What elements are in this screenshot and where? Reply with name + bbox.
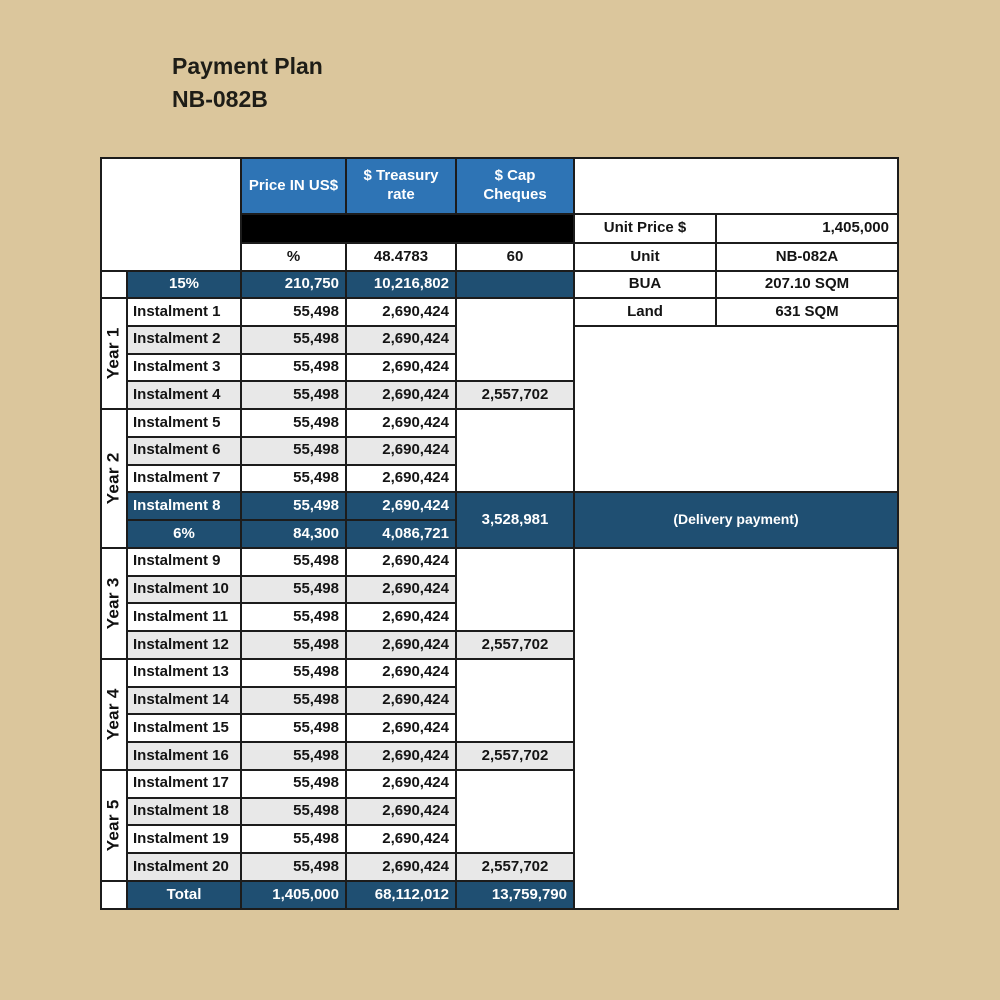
instalment-price-cell: 55,498 <box>242 577 347 605</box>
instalment-treasury-cell: 2,690,424 <box>347 660 457 688</box>
instalment-treasury-cell: 2,690,424 <box>347 688 457 716</box>
total-treasury-cell: 68,112,012 <box>347 882 457 910</box>
instalment-price-cell: 55,498 <box>242 715 347 743</box>
instalment-name-cell: Instalment 9 <box>128 549 242 577</box>
year-label: Year 1 <box>103 327 123 380</box>
instalment-price-cell: 55,498 <box>242 826 347 854</box>
cheque-value-cell: 2,557,702 <box>457 743 575 771</box>
instalment-name-cell: Instalment 10 <box>128 577 242 605</box>
instalment-treasury-cell: 2,690,424 <box>347 604 457 632</box>
instalment-treasury-cell: 2,690,424 <box>347 438 457 466</box>
instalment-name-cell: Instalment 2 <box>128 327 242 355</box>
delivery-cheque-value-cell: 3,528,981 <box>457 493 575 549</box>
title-line-1: Payment Plan <box>172 53 323 79</box>
instalment-name-cell: Instalment 1 <box>128 299 242 327</box>
instalment-treasury-cell: 2,690,424 <box>347 493 457 521</box>
land-value: 631 SQM <box>717 299 899 327</box>
instalment-price-cell: 55,498 <box>242 604 347 632</box>
downpayment-treasury-cell: 10,216,802 <box>347 272 457 299</box>
instalment-price-cell: 55,498 <box>242 743 347 771</box>
instalment-name-cell: Instalment 11 <box>128 604 242 632</box>
year-label-cell <box>102 299 128 410</box>
instalment-name-cell: Instalment 16 <box>128 743 242 771</box>
instalment-name-cell: Instalment 18 <box>128 799 242 827</box>
land-label: Land <box>575 299 717 327</box>
instalment-treasury-cell: 2,690,424 <box>347 382 457 410</box>
instalment-treasury-cell: 2,690,424 <box>347 854 457 882</box>
price-column-header: Price IN US$ <box>242 159 347 215</box>
instalment-name-cell: Instalment 12 <box>128 632 242 660</box>
document-title <box>172 50 323 116</box>
instalment-treasury-cell: 2,690,424 <box>347 771 457 799</box>
cheque-blank-merged-cell <box>457 410 575 493</box>
unit-value: NB-082A <box>717 244 899 272</box>
instalment-treasury-cell: 2,690,424 <box>347 715 457 743</box>
top-right-blank-cell <box>575 159 899 215</box>
downpayment-cheque-blank-cell <box>457 272 575 299</box>
top-left-blank-cell <box>102 159 242 272</box>
total-cheques-cell: 13,759,790 <box>457 882 575 910</box>
year-label-cell <box>102 771 128 882</box>
instalment-price-cell: 55,498 <box>242 438 347 466</box>
percent-subheader-cell: % <box>242 244 347 272</box>
instalment-price-cell: 55,498 <box>242 355 347 383</box>
year-label-cell <box>102 549 128 660</box>
instalment-name-cell: Instalment 15 <box>128 715 242 743</box>
instalment-treasury-cell: 2,690,424 <box>347 577 457 605</box>
midpayment-treasury-cell: 4,086,721 <box>347 521 457 549</box>
cheque-value-cell: 2,557,702 <box>457 854 575 882</box>
instalment-treasury-cell: 2,690,424 <box>347 355 457 383</box>
instalment-name-cell: Instalment 7 <box>128 466 242 494</box>
year-label: Year 2 <box>103 452 123 505</box>
instalment-name-cell: Instalment 20 <box>128 854 242 882</box>
unit-label: Unit <box>575 244 717 272</box>
title-line-2: NB-082B <box>172 86 268 112</box>
cheque-blank-merged-cell <box>457 299 575 382</box>
treasury-rate-cell: 48.4783 <box>347 244 457 272</box>
downpayment-price-cell: 210,750 <box>242 272 347 299</box>
instalment-price-cell: 55,498 <box>242 299 347 327</box>
year-label: Year 3 <box>103 577 123 630</box>
unit-price-label: Unit Price $ <box>575 215 717 244</box>
cheques-count-cell: 60 <box>457 244 575 272</box>
instalment-treasury-cell: 2,690,424 <box>347 799 457 827</box>
instalment-name-cell: Instalment 8 <box>128 493 242 521</box>
instalment-price-cell: 55,498 <box>242 688 347 716</box>
total-corner-cell <box>102 882 128 910</box>
payment-plan-table <box>100 157 899 910</box>
instalment-price-cell: 55,498 <box>242 327 347 355</box>
bua-value: 207.10 SQM <box>717 272 899 299</box>
midpayment-price-cell: 84,300 <box>242 521 347 549</box>
instalment-price-cell: 55,498 <box>242 854 347 882</box>
cheque-value-cell: 2,557,702 <box>457 632 575 660</box>
bua-label: BUA <box>575 272 717 299</box>
right-blank-lower-cell <box>575 549 899 910</box>
instalment-price-cell: 55,498 <box>242 632 347 660</box>
cheque-blank-merged-cell <box>457 549 575 632</box>
year-label: Year 5 <box>103 799 123 852</box>
unit-price-value: 1,405,000 <box>717 215 899 244</box>
midpayment-percent-cell: 6% <box>128 521 242 549</box>
instalment-treasury-cell: 2,690,424 <box>347 327 457 355</box>
instalment-price-cell: 55,498 <box>242 799 347 827</box>
cheque-value-cell: 2,557,702 <box>457 382 575 410</box>
year-label-cell <box>102 410 128 549</box>
instalment-price-cell: 55,498 <box>242 771 347 799</box>
instalment-name-cell: Instalment 19 <box>128 826 242 854</box>
instalment-price-cell: 55,498 <box>242 466 347 494</box>
treasury-column-header: $ Treasury rate <box>347 159 457 215</box>
instalment-treasury-cell: 2,690,424 <box>347 743 457 771</box>
instalment-price-cell: 55,498 <box>242 549 347 577</box>
instalment-name-cell: Instalment 3 <box>128 355 242 383</box>
instalment-name-cell: Instalment 14 <box>128 688 242 716</box>
instalment-price-cell: 55,498 <box>242 382 347 410</box>
instalment-name-cell: Instalment 4 <box>128 382 242 410</box>
instalment-treasury-cell: 2,690,424 <box>347 466 457 494</box>
year-label-cell <box>102 660 128 771</box>
instalment-name-cell: Instalment 5 <box>128 410 242 438</box>
instalment-price-cell: 55,498 <box>242 493 347 521</box>
cheque-blank-merged-cell <box>457 660 575 743</box>
downpayment-corner-cell <box>102 272 128 299</box>
instalment-name-cell: Instalment 13 <box>128 660 242 688</box>
instalment-treasury-cell: 2,690,424 <box>347 299 457 327</box>
cheque-blank-merged-cell <box>457 771 575 854</box>
instalment-treasury-cell: 2,690,424 <box>347 632 457 660</box>
black-band-cell <box>242 215 575 244</box>
instalment-price-cell: 55,498 <box>242 660 347 688</box>
instalment-treasury-cell: 2,690,424 <box>347 826 457 854</box>
cap-cheques-column-header: $ Cap Cheques <box>457 159 575 215</box>
year-label: Year 4 <box>103 688 123 741</box>
total-price-cell: 1,405,000 <box>242 882 347 910</box>
instalment-name-cell: Instalment 6 <box>128 438 242 466</box>
right-blank-upper-cell <box>575 327 899 494</box>
downpayment-percent-cell: 15% <box>128 272 242 299</box>
instalment-price-cell: 55,498 <box>242 410 347 438</box>
delivery-payment-note-cell: (Delivery payment) <box>575 493 899 549</box>
instalment-name-cell: Instalment 17 <box>128 771 242 799</box>
instalment-treasury-cell: 2,690,424 <box>347 410 457 438</box>
total-label-cell: Total <box>128 882 242 910</box>
instalment-treasury-cell: 2,690,424 <box>347 549 457 577</box>
